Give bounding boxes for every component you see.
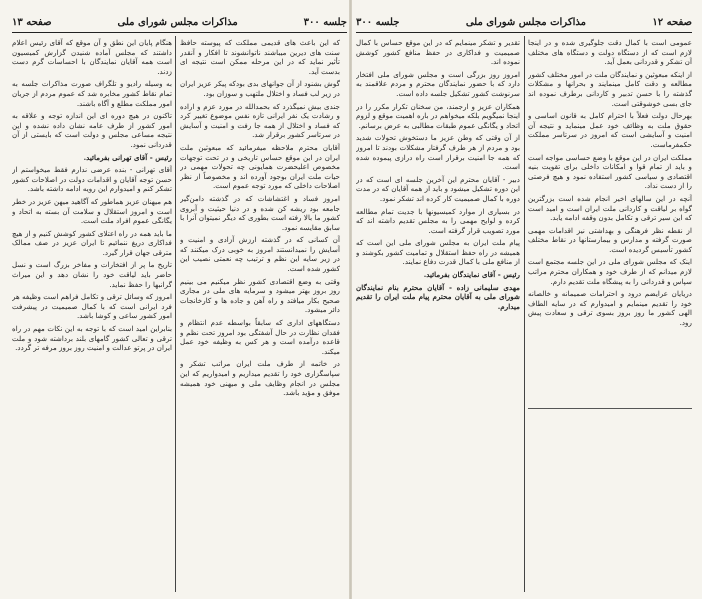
paragraph: از نقطه نظر فرهنگی و بهداشتی نیز اقدامات مهمی صورت گرفته و مدارس و بیمارستانها در نقاط مختلف کشور تأسیس گردیده است. xyxy=(528,225,692,254)
paragraph: آنچه در این سالهای اخیر انجام شده است بزرگترین گواه بر لیاقت و کاردانی ملت ایران است و امید است که این سیر ترقی و تکامل بدون وقفه ادامه یابد. xyxy=(528,193,692,223)
paragraph: دریایان عرایضم درود و احترامات صمیمانه و خالصانه خود را تقدیم مینمایم و امیدوارم که در سایه الطاف الهی کشور ما روز بروز بسوی ترقی و سعادت پیش رود. xyxy=(528,289,692,328)
left-page-session: جلسه ۳۰۰ xyxy=(303,16,347,28)
right-page-right-column xyxy=(528,38,692,593)
paragraph: پیام ملت ایران به مجلس شورای ملی این است که همیشه در راه حفظ استقلال و تمامیت کشور بکوشند و از منافع ملی با کمال قدرت دفاع نمایند. xyxy=(356,238,520,267)
right-page-header xyxy=(356,12,692,33)
paragraph: تاکنون در هیچ دوره ای این اندازه توجه و علاقه به امور کشور از طرف عامه نشان داده نشده و این نتیجه مساعی مجلس و دولت است که بایستی از آن قدردانی نمود. xyxy=(12,111,172,149)
paragraph: امروز که وسائل ترقی و تکامل فراهم است وظیفه هر فرد ایرانی است که با کمال صمیمیت در پیشرفت امور کشور ساعی و کوشا باشد. xyxy=(12,292,172,321)
paragraph: اینک که مجلس شورای ملی در این جلسه مجتمع است لازم میدانم که از طرف خود و همکاران محترم مراتب سپاس و قدردانی را به پیشگاه ملت تقدیم دارم. xyxy=(528,257,692,286)
paragraph: از آن وقتی که وطن عزیز ما دستخوش تحولات شدید بود و مردم از هر طرف گرفتار مشکلات بودند تا امروز که همه جا امنیت برقرار است راه درازی پیموده شده است. xyxy=(356,133,520,172)
paragraph: ما باید همه در راه اعتلای کشور کوشش کنیم و از هیچ فداکاری دریغ ننمائیم تا ایران عزیز در صف ممالک مترقی جهان قرار گیرد. xyxy=(12,228,172,257)
paragraph: آن کسانی که در گذشته ارزش آزادی و امنیت و آسایش را نمیدانستند امروز به خوبی درک میکنند که در زیر سایه این نظم و ترتیب چه نعمتی نصیب این کشور شده است. xyxy=(180,235,340,274)
paragraph: گوش بشنود از آن جوانهای بدی بودکه پیکر عزیز ایران در زیر لب فساد و اختلال ملتهب و سوزان بود. xyxy=(180,79,340,98)
paragraph: که این باعث های قدیمی مملکت که پیوسته حافظ سنت های دیرین میباشند ناتوانشوند تا افکار و آنقدر تأثیر نماید که در این مرحله ممکن است نتیجه ای بدست آید. xyxy=(180,38,340,76)
paragraph: وقتی به وضع اقتصادی کشور نظر میکنیم می بینیم روز بروز بهتر میشود و سرمایه های ملی در مجاری صحیح بکار میافتد و راه آهن و جاده ها و کارخانجات دائر میشود. xyxy=(180,276,340,315)
page-fold xyxy=(349,0,352,599)
paragraph: امروز فساد و اغتشاشات که در گذشته دامن‌گیر جامعه بود ریشه کن شده و در دنیا حیثیت و آبروی کشور ما بالا رفته است بطوری که دیگر نمیتوان آنرا با سابق مقایسه نمود. xyxy=(180,193,340,232)
right-page-left-column xyxy=(356,38,520,593)
column-divider xyxy=(524,36,525,592)
paragraph: دستگاههای اداری که سابقاً بواسطه عدم انتظام و فقدان نظارت در حال آشفتگی بود امروز تحت نظم و قاعده درآمده است و هر کس به وظیفه خود عمل میکند. xyxy=(180,318,340,356)
paragraph: دبیر - آقایان محترم این آخرین جلسه ای است که در این دوره تشکیل میشود و باید از همه آقایان که در مدت دوره با کمال صمیمیت کار کرده اند تشکر نمود. xyxy=(356,174,520,203)
paragraph: هنگام پایان این نطق و آن موقع که آقای رئیس اعلام داشتند که مجلس آماده شنیدن گزارش کمیسیون است همه آقایان نمایندگان با احساسات گرم دست زدند. xyxy=(12,38,172,76)
paragraph: عمومی است با کمال دقت جلوگیری شده و در اینجا لازم است که از دستگاه دولت و دستگاه های مختلف آن تشکر و قدردانی بعمل آید. xyxy=(528,38,692,67)
paragraph: تاریخ ما پر از افتخارات و مفاخر بزرگ است و نسل حاضر باید لیاقت خود را نشان دهد و این میراث گرانبها را حفظ نماید. xyxy=(12,260,172,289)
paragraph: از اینکه مبعوثین و نمایندگان ملت در امور مختلف کشور مطالعه و دقت کامل مینمایند و بحرانها و مشکلات گذشته را با حسن تدبیر و کاردانی برطرف نموده اند جای بسی خوشوقتی است. xyxy=(528,69,692,108)
speaker-line: مهدی سلیمانی زاده - آقایان محترم بنام نمایندگان شورای ملی به آقایان محترم پیام ملت ایران را تقدیم میدارم. xyxy=(356,282,520,311)
left-page-left-column xyxy=(12,38,172,593)
paragraph: آقای تهرانی - بنده عرضی ندارم فقط میخواستم از حسن توجه آقایان و اقدامات دولت در اصلاحات کشور تشکر کنم و امیدوارم این رویه ادامه داشته باشد. xyxy=(12,165,172,194)
paragraph: بنابراین امید است که با توجه به این نکات مهم در راه ترقی و تعالی کشور گامهای بلند برداشته شود و ملت ایران در پرتو عدالت و امنیت روز بروز مرفه تر گردد. xyxy=(12,324,172,353)
paragraph: مملکت ایران در این موقع با وضع حساسی مواجه است و باید از تمام قوا و امکانات داخلی برای تقویت بنیه اقتصادی و سیاسی کشور استفاده نمود و هیچ فرصتی را از دست نداد. xyxy=(528,152,692,191)
paragraph: همکاران عزیز و ارجمند، من سخنان تکرار مکرر را در اینجا نمیگویم بلکه میخواهم در باره اهمیت موقع و لزوم اتحاد و یگانگی عموم طبقات مطالبی به عرض برسانم. xyxy=(356,101,520,130)
paragraph: در بسیاری از موارد کمیسیونها با جدیت تمام مطالعه کرده و لوایح مهمی را به مجلس تقدیم داشته اند که مورد تصویب قرار گرفته است. xyxy=(356,206,520,235)
paragraph: بهرحال دولت فعلاً با احترام کامل به قانون اساسی و حقوق ملت به وظائف خود عمل مینماید و نتیجه آن امنیت و آسایشی است که امروز در سرتاسر مملکت حکمفرماست. xyxy=(528,111,692,149)
paragraph: به وسیله رادیو و تلگراف صورت مذاکرات جلسه به تمام نقاط کشور مخابره شد که عموم مردم از جریان امور مملکت مطلع و آگاه باشند. xyxy=(12,79,172,108)
right-page-title: مذاکرات مجلس شورای ملی xyxy=(465,16,586,28)
paragraph: هم میهنان عزیز هماطور که آگاهید میهن عزیز در خطر است و امروز استقلال و سلامت آن بسته به اتحاد و یگانگی عموم افراد ملت است. xyxy=(12,196,172,226)
column-divider xyxy=(175,36,176,592)
section-rule xyxy=(528,408,692,409)
paragraph: جندی بیش نمیگذرد که بحمدالله در مورد عزم و اراده و رشادت یک نفر ایرانی تازه نفس موضوع تغییر کرد که فساد و اختلال از همه جا رفت و امنیت و آسایش در سرتاسر کشور برقرار شد. xyxy=(180,101,340,140)
paragraph: تقدیر و تشکر مینمایم که در این موقع حساس با کمال صمیمیت و فداکاری در حفظ منافع کشور کوشش نموده اند. xyxy=(356,38,520,67)
speaker-line: رئیس - آقای تهرانی بفرمائید. xyxy=(83,152,172,162)
right-page-number: صفحه ۱۲ xyxy=(652,16,692,28)
paragraph: آقایان محترم ملاحظه میفرمائید که مبعوثین ملت ایران در این موقع حساس تاریخی و در تحت توجهات مخصوص اعلیحضرت همایونی چه تحولات مهمی در حیات ملت ایران بوجود آورده اند و مخصوصاً از نظر اصلاحات داخلی که مورد توجه عموم است. xyxy=(180,142,340,191)
left-page-header xyxy=(12,12,347,33)
speaker-line: رئیس - آقای نمایندگان بفرمائید. xyxy=(423,270,520,280)
paragraph: امروز روز بزرگی است و مجلس شورای ملی افتخار دارد که با حضور نمایندگان محترم و مردم علاقمند به سرنوشت کشور تشکیل جلسه داده است. xyxy=(356,69,520,98)
right-page-session: جلسه ۳۰۰ xyxy=(356,16,400,28)
left-page-right-column xyxy=(180,38,340,593)
paragraph: در خاتمه از طرف ملت ایران مراتب تشکر و سپاسگزاری خود را تقدیم میداریم و امیدواریم که این مجلس در انجام وظایف ملی و میهنی خود همیشه موفق و مؤید باشد. xyxy=(180,359,340,398)
left-page-title: مذاکرات مجلس شورای ملی xyxy=(117,16,238,28)
left-page-number: صفحه ۱۳ xyxy=(12,16,52,28)
